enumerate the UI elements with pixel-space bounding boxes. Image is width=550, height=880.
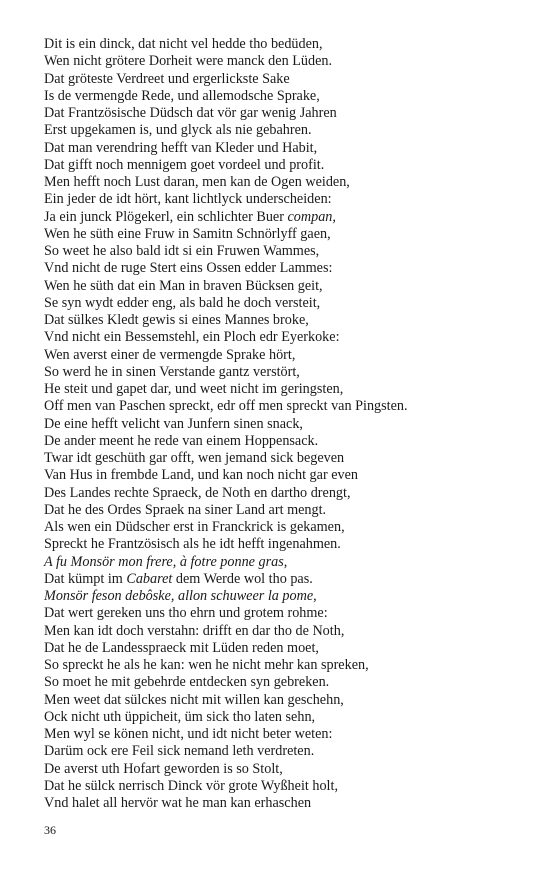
text-segment: Ein jeder de idt hört, kant lichtlyck underscheiden:	[44, 191, 332, 208]
poem-line	[44, 467, 408, 484]
text-segment: Dat he des Ordes Spraek na siner Land art mengt.	[44, 501, 327, 518]
text-segment: Dat man verendring hefft van Kleder und Habit,	[44, 139, 318, 156]
poem-line	[44, 105, 408, 122]
poem-line	[44, 674, 408, 691]
italic-segment: compan,	[287, 208, 336, 225]
poem-line	[44, 640, 408, 657]
text-segment: He steit und gapet dar, und weet nicht im geringsten,	[44, 381, 344, 397]
text-segment: Se syn wydt edder eng, als bald he doch versteit,	[44, 294, 321, 311]
poem-line	[44, 795, 408, 812]
poem-line	[44, 243, 408, 260]
poem-line	[44, 295, 408, 312]
poem-line	[44, 536, 408, 553]
poem-line	[44, 398, 408, 415]
poem-line	[44, 726, 408, 743]
poem-line	[44, 623, 408, 640]
poem-line	[44, 53, 408, 70]
text-segment: De averst uth Hofart geworden is so Stolt,	[44, 760, 283, 777]
poem-line	[44, 278, 408, 295]
text-segment: Dat he sülck nerrisch Dinck vör grote Wyßheit holt,	[44, 777, 338, 794]
text-segment: De eine hefft velicht van Junfern sinen snack,	[44, 415, 303, 432]
text-segment: Dat wert gereken uns tho ehrn und grotem rohme:	[44, 605, 328, 622]
poem-line	[44, 709, 408, 726]
text-segment: Vnd nicht de ruge Stert eins Ossen edder Lammes:	[44, 260, 333, 277]
poem-line	[44, 174, 408, 191]
poem-line	[44, 554, 408, 571]
poem-line	[44, 329, 408, 346]
poem-line	[44, 191, 408, 208]
poem-line	[44, 71, 408, 88]
text-segment: So weet he also bald idt si ein Fruwen Wammes,	[44, 243, 320, 259]
text-segment: Men wyl se könen nicht, und idt nicht beter weten:	[44, 726, 333, 742]
text-segment: Twar idt geschüth gar offt, wen jemand sick begeven	[44, 450, 345, 466]
text-segment: Dat he de Landesspraeck mit Lüden reden moet,	[44, 639, 319, 656]
poem-line	[44, 226, 408, 243]
text-segment: De ander meent he rede van einem Hoppensack.	[44, 432, 319, 449]
poem-line	[44, 364, 408, 381]
text-segment: Dat gifft noch mennigem goet vordeel und profit.	[44, 156, 325, 173]
text-segment: Men hefft noch Lust daran, men kan de Ogen weiden,	[44, 174, 350, 190]
poem-line	[44, 312, 408, 329]
poem-line	[44, 433, 408, 450]
poem-line	[44, 743, 408, 760]
text-segment: Wen he süth dat ein Man in braven Bücksen geit,	[44, 277, 323, 294]
poem-line	[44, 450, 408, 467]
text-segment: Vnd nicht ein Bessemstehl, ein Ploch edr Eyerkoke:	[44, 329, 340, 346]
poem-line	[44, 416, 408, 433]
poem-line	[44, 122, 408, 139]
poem-line	[44, 519, 408, 536]
poem-line	[44, 485, 408, 502]
poem-line	[44, 692, 408, 709]
text-segment: Darüm ock ere Feil sick nemand leth verdreten.	[44, 743, 315, 760]
text-segment: Ja ein junck Plögekerl, ein schlichter Buer	[44, 208, 288, 225]
poem-line	[44, 605, 408, 622]
text-segment: Vnd halet all hervör wat he man kan erhaschen	[44, 795, 312, 811]
text-segment: Dat Frantzösische Düdsch dat vör gar wenig Jahren	[44, 105, 337, 121]
poem-line	[44, 381, 408, 398]
text-segment: Off men van Paschen spreckt, edr off men spreckt van Pingsten.	[44, 398, 408, 415]
text-segment: Als wen ein Düdscher erst in Franckrick is gekamen,	[44, 519, 345, 535]
text-segment: Spreckt he Frantzösisch als he idt hefft ingenahmen.	[44, 536, 341, 553]
text-segment: Is de vermengde Rede, und allemodsche Sprake,	[44, 87, 320, 104]
poem-line	[44, 502, 408, 519]
poem-line	[44, 88, 408, 105]
poem-line	[44, 571, 408, 588]
poem-line	[44, 260, 408, 277]
text-segment: Wen averst einer de vermengde Sprake hört,	[44, 346, 296, 363]
poem-line	[44, 657, 408, 674]
text-segment: Wen he süth eine Fruw in Samitn Schnörlyff gaen,	[44, 225, 331, 242]
poem-line	[44, 140, 408, 157]
poem-line	[44, 778, 408, 795]
page-number: 36	[44, 823, 56, 837]
text-segment: Ock nicht uth üppicheit, üm sick tho laten sehn,	[44, 708, 316, 725]
poem-line	[44, 761, 408, 778]
poem-line	[44, 588, 408, 605]
text-segment: So moet he mit gebehrde entdecken syn gebreken.	[44, 674, 330, 691]
text-segment: Des Landes rechte Spraeck, de Noth en dartho drengt,	[44, 484, 351, 501]
italic-segment: A fu Monsör mon frere, à fotre ponne gras,	[44, 553, 288, 570]
italic-segment: Monsör feson debôske, allon schuweer la pome,	[44, 588, 317, 604]
poem-line	[44, 157, 408, 174]
text-segment: Dat kümpt im	[44, 570, 127, 587]
text-segment: Erst upgekamen is, und glyck als nie gebahren.	[44, 122, 312, 139]
poem-line	[44, 209, 408, 226]
text-segment: Men kan idt doch verstahn: drifft en dar tho de Noth,	[44, 622, 345, 639]
italic-segment: Cabaret	[126, 570, 173, 587]
text-segment: Wen nicht grötere Dorheit were manck den Lüden.	[44, 53, 333, 70]
poem-line	[44, 36, 408, 53]
text-segment: So werd he in sinen Verstande gantz verstört,	[44, 363, 300, 380]
text-segment: So spreckt he als he kan: wen he nicht mehr kan spreken,	[44, 657, 369, 673]
text-segment: Dat gröteste Verdreet und ergerlickste Sake	[44, 70, 290, 87]
text-segment: Van Hus in frembde Land, und kan noch nicht gar even	[44, 467, 359, 484]
text-segment: Dit is ein dinck, dat nicht vel hedde tho bedüden,	[44, 36, 323, 52]
poem-text	[44, 36, 408, 812]
text-segment: Dat sülkes Kledt gewis si eines Mannes broke,	[44, 312, 309, 328]
poem-line	[44, 347, 408, 364]
text-segment: Men weet dat sülckes nicht mit willen kan geschehn,	[44, 691, 344, 708]
text-segment: dem Werde wol tho pas.	[172, 570, 313, 587]
